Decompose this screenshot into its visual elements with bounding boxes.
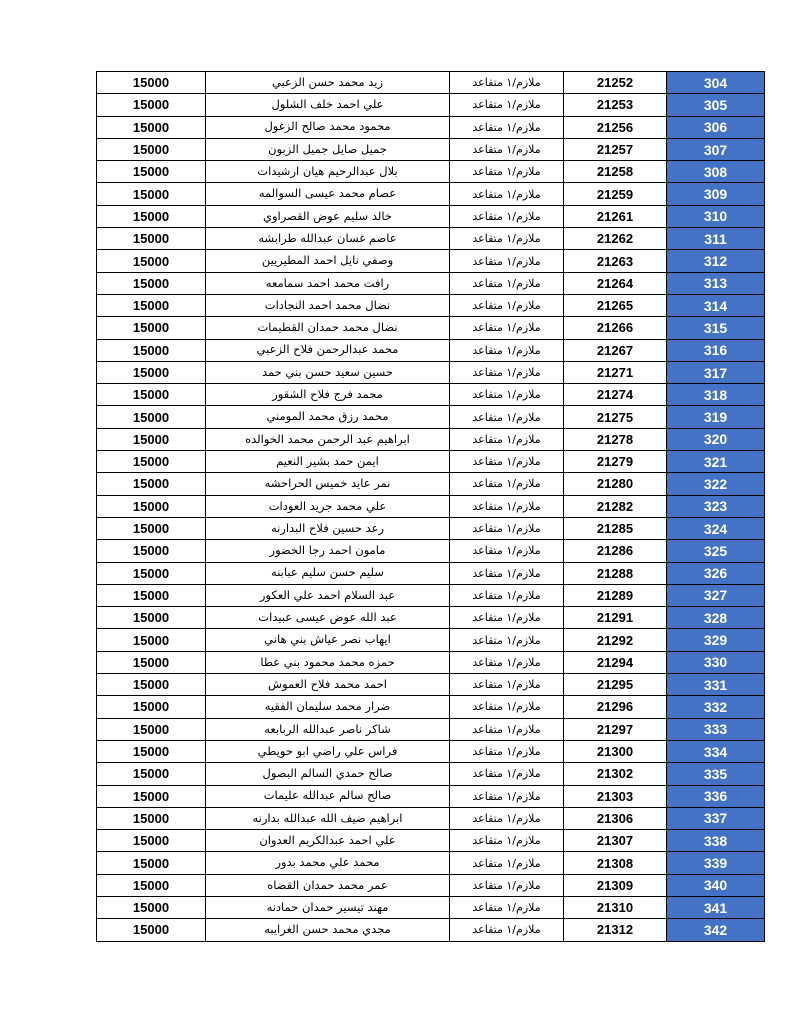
id-number-cell: 21278: [564, 428, 667, 450]
rank-cell: ملازم/١ متقاعد: [450, 874, 564, 896]
rank-cell: ملازم/١ متقاعد: [450, 272, 564, 294]
table-row: [97, 896, 765, 918]
table-row: [97, 406, 765, 428]
amount-cell: 15000: [97, 830, 206, 852]
sequence-number-cell: 308: [667, 161, 765, 183]
sequence-number-cell: 313: [667, 272, 765, 294]
sequence-number-cell: 315: [667, 317, 765, 339]
sequence-number-cell: 337: [667, 807, 765, 829]
amount-cell: 15000: [97, 72, 206, 94]
name-cell: مامون احمد رجا الخضور: [206, 540, 450, 562]
id-number-cell: 21257: [564, 138, 667, 160]
id-number-cell: 21292: [564, 629, 667, 651]
name-cell: حسين سعيد حسن بني حمد: [206, 361, 450, 383]
rank-cell: ملازم/١ متقاعد: [450, 138, 564, 160]
amount-cell: 15000: [97, 294, 206, 316]
table-row: [97, 138, 765, 160]
table-row: [97, 161, 765, 183]
table-row: [97, 451, 765, 473]
sequence-number-cell: 325: [667, 540, 765, 562]
name-cell: عمر محمد حمدان القضاه: [206, 874, 450, 896]
rank-cell: ملازم/١ متقاعد: [450, 607, 564, 629]
amount-cell: 15000: [97, 896, 206, 918]
name-cell: عبد الله عوض عيسى عبيدات: [206, 607, 450, 629]
table-row: [97, 607, 765, 629]
sequence-number-cell: 304: [667, 72, 765, 94]
sequence-number-cell: 314: [667, 294, 765, 316]
id-number-cell: 21259: [564, 183, 667, 205]
table-row: [97, 116, 765, 138]
rank-cell: ملازم/١ متقاعد: [450, 317, 564, 339]
table-row: [97, 540, 765, 562]
rank-cell: ملازم/١ متقاعد: [450, 495, 564, 517]
amount-cell: 15000: [97, 250, 206, 272]
rank-cell: ملازم/١ متقاعد: [450, 830, 564, 852]
amount-cell: 15000: [97, 205, 206, 227]
id-number-cell: 21262: [564, 228, 667, 250]
name-cell: نمر عايد خميس الحراحشه: [206, 473, 450, 495]
amount-cell: 15000: [97, 183, 206, 205]
name-cell: عاصم غسان عبدالله طرابشه: [206, 228, 450, 250]
rank-cell: ملازم/١ متقاعد: [450, 807, 564, 829]
amount-cell: 15000: [97, 584, 206, 606]
name-cell: ضرار محمد سليمان الفقيه: [206, 696, 450, 718]
name-cell: خالد سليم عوض القصراوي: [206, 205, 450, 227]
name-cell: علي احمد عبدالكريم العدوان: [206, 830, 450, 852]
name-cell: صالح حمدي السالم البصول: [206, 763, 450, 785]
rank-cell: ملازم/١ متقاعد: [450, 339, 564, 361]
table-row: [97, 629, 765, 651]
id-number-cell: 21279: [564, 451, 667, 473]
rank-cell: ملازم/١ متقاعد: [450, 584, 564, 606]
name-cell: ايمن حمد بشير النعيم: [206, 451, 450, 473]
sequence-number-cell: 320: [667, 428, 765, 450]
name-cell: رعد حسين فلاح البدارنه: [206, 517, 450, 539]
id-number-cell: 21274: [564, 384, 667, 406]
name-cell: محمد رزق محمد المومني: [206, 406, 450, 428]
table-row: [97, 205, 765, 227]
amount-cell: 15000: [97, 718, 206, 740]
rank-cell: ملازم/١ متقاعد: [450, 540, 564, 562]
rank-cell: ملازم/١ متقاعد: [450, 696, 564, 718]
amount-cell: 15000: [97, 473, 206, 495]
table-row: [97, 562, 765, 584]
sequence-number-cell: 311: [667, 228, 765, 250]
id-number-cell: 21285: [564, 517, 667, 539]
name-cell: رافت محمد احمد سمامعه: [206, 272, 450, 294]
rank-cell: ملازم/١ متقاعد: [450, 384, 564, 406]
table-row: [97, 852, 765, 874]
amount-cell: 15000: [97, 116, 206, 138]
rank-cell: ملازم/١ متقاعد: [450, 116, 564, 138]
id-number-cell: 21308: [564, 852, 667, 874]
table-row: [97, 517, 765, 539]
amount-cell: 15000: [97, 674, 206, 696]
sequence-number-cell: 335: [667, 763, 765, 785]
id-number-cell: 21263: [564, 250, 667, 272]
name-cell: سليم حسن سليم عبابنه: [206, 562, 450, 584]
table-row: [97, 495, 765, 517]
table-row: [97, 339, 765, 361]
amount-cell: 15000: [97, 495, 206, 517]
id-number-cell: 21266: [564, 317, 667, 339]
table-row: [97, 183, 765, 205]
sequence-number-cell: 317: [667, 361, 765, 383]
sequence-number-cell: 305: [667, 94, 765, 116]
amount-cell: 15000: [97, 874, 206, 896]
table-row: [97, 384, 765, 406]
name-cell: جميل صايل جميل الزبون: [206, 138, 450, 160]
id-number-cell: 21265: [564, 294, 667, 316]
table-row: [97, 94, 765, 116]
id-number-cell: 21264: [564, 272, 667, 294]
name-cell: محمد عبدالرحمن فلاح الزعبي: [206, 339, 450, 361]
table-row: [97, 919, 765, 941]
amount-cell: 15000: [97, 740, 206, 762]
name-cell: زيد محمد حسن الزعبي: [206, 72, 450, 94]
id-number-cell: 21275: [564, 406, 667, 428]
id-number-cell: 21312: [564, 919, 667, 941]
amount-cell: 15000: [97, 763, 206, 785]
name-cell: صالح سالم عبدالله عليمات: [206, 785, 450, 807]
name-cell: فراس علي راضي ابو حويطي: [206, 740, 450, 762]
id-number-cell: 21294: [564, 651, 667, 673]
rank-cell: ملازم/١ متقاعد: [450, 294, 564, 316]
rank-cell: ملازم/١ متقاعد: [450, 562, 564, 584]
table-row: [97, 473, 765, 495]
amount-cell: 15000: [97, 428, 206, 450]
amount-cell: 15000: [97, 651, 206, 673]
amount-cell: 15000: [97, 94, 206, 116]
rank-cell: ملازم/١ متقاعد: [450, 852, 564, 874]
rank-cell: ملازم/١ متقاعد: [450, 740, 564, 762]
name-cell: علي محمد جريد العودات: [206, 495, 450, 517]
amount-cell: 15000: [97, 696, 206, 718]
name-cell: حمزه محمد محمود بني عطا: [206, 651, 450, 673]
table-row: [97, 272, 765, 294]
sequence-number-cell: 334: [667, 740, 765, 762]
table-row: [97, 584, 765, 606]
sequence-number-cell: 341: [667, 896, 765, 918]
id-number-cell: 21302: [564, 763, 667, 785]
id-number-cell: 21253: [564, 94, 667, 116]
rank-cell: ملازم/١ متقاعد: [450, 473, 564, 495]
sequence-number-cell: 319: [667, 406, 765, 428]
rank-cell: ملازم/١ متقاعد: [450, 250, 564, 272]
rank-cell: ملازم/١ متقاعد: [450, 517, 564, 539]
sequence-number-cell: 333: [667, 718, 765, 740]
sequence-number-cell: 332: [667, 696, 765, 718]
amount-cell: 15000: [97, 785, 206, 807]
id-number-cell: 21282: [564, 495, 667, 517]
name-cell: ابراهيم ضيف الله عبدالله بدارنه: [206, 807, 450, 829]
table-row: [97, 317, 765, 339]
id-number-cell: 21300: [564, 740, 667, 762]
amount-cell: 15000: [97, 562, 206, 584]
sequence-number-cell: 321: [667, 451, 765, 473]
name-cell: وصفي نايل احمد المطيريين: [206, 250, 450, 272]
amount-cell: 15000: [97, 384, 206, 406]
name-cell: نضال محمد احمد النجادات: [206, 294, 450, 316]
sequence-number-cell: 338: [667, 830, 765, 852]
amount-cell: 15000: [97, 161, 206, 183]
id-number-cell: 21267: [564, 339, 667, 361]
table-row: [97, 874, 765, 896]
amount-cell: 15000: [97, 272, 206, 294]
sequence-number-cell: 323: [667, 495, 765, 517]
table-row: [97, 294, 765, 316]
id-number-cell: 21309: [564, 874, 667, 896]
amount-cell: 15000: [97, 807, 206, 829]
name-cell: شاكر ناصر عبدالله الربابعه: [206, 718, 450, 740]
sequence-number-cell: 330: [667, 651, 765, 673]
table-row: [97, 361, 765, 383]
name-cell: علي احمد خلف الشلول: [206, 94, 450, 116]
id-number-cell: 21297: [564, 718, 667, 740]
name-cell: مجدي محمد حسن الغرايبه: [206, 919, 450, 941]
rank-cell: ملازم/١ متقاعد: [450, 406, 564, 428]
sequence-number-cell: 336: [667, 785, 765, 807]
sequence-number-cell: 306: [667, 116, 765, 138]
table-row: [97, 250, 765, 272]
id-number-cell: 21303: [564, 785, 667, 807]
id-number-cell: 21291: [564, 607, 667, 629]
table-row: [97, 228, 765, 250]
name-cell: محمد فرج فلاح الشقور: [206, 384, 450, 406]
rank-cell: ملازم/١ متقاعد: [450, 919, 564, 941]
table-row: [97, 651, 765, 673]
amount-cell: 15000: [97, 339, 206, 361]
rank-cell: ملازم/١ متقاعد: [450, 72, 564, 94]
sequence-number-cell: 328: [667, 607, 765, 629]
rank-cell: ملازم/١ متقاعد: [450, 451, 564, 473]
sequence-number-cell: 310: [667, 205, 765, 227]
sequence-number-cell: 322: [667, 473, 765, 495]
sequence-number-cell: 312: [667, 250, 765, 272]
table-row: [97, 785, 765, 807]
sequence-number-cell: 342: [667, 919, 765, 941]
id-number-cell: 21271: [564, 361, 667, 383]
table-row: [97, 763, 765, 785]
rank-cell: ملازم/١ متقاعد: [450, 674, 564, 696]
id-number-cell: 21288: [564, 562, 667, 584]
name-cell: نضال محمد حمدان القطيمات: [206, 317, 450, 339]
table-row: [97, 428, 765, 450]
sequence-number-cell: 309: [667, 183, 765, 205]
rank-cell: ملازم/١ متقاعد: [450, 94, 564, 116]
table-row: [97, 674, 765, 696]
amount-cell: 15000: [97, 540, 206, 562]
name-cell: احمد محمد فلاح العموش: [206, 674, 450, 696]
name-cell: ايهاب نصر عياش بني هاني: [206, 629, 450, 651]
rank-cell: ملازم/١ متقاعد: [450, 763, 564, 785]
rank-cell: ملازم/١ متقاعد: [450, 785, 564, 807]
amount-cell: 15000: [97, 406, 206, 428]
sequence-number-cell: 318: [667, 384, 765, 406]
rank-cell: ملازم/١ متقاعد: [450, 183, 564, 205]
table-row: [97, 718, 765, 740]
id-number-cell: 21295: [564, 674, 667, 696]
rank-cell: ملازم/١ متقاعد: [450, 228, 564, 250]
name-cell: بلال عبدالرحيم هيان ارشيدات: [206, 161, 450, 183]
id-number-cell: 21280: [564, 473, 667, 495]
table-row: [97, 830, 765, 852]
table-body: [97, 72, 765, 942]
amount-cell: 15000: [97, 629, 206, 651]
sequence-number-cell: 326: [667, 562, 765, 584]
id-number-cell: 21296: [564, 696, 667, 718]
amount-cell: 15000: [97, 451, 206, 473]
name-cell: محمود محمد صالح الزغول: [206, 116, 450, 138]
name-cell: ابراهيم عبد الرحمن محمد الخوالده: [206, 428, 450, 450]
amount-cell: 15000: [97, 317, 206, 339]
sequence-number-cell: 327: [667, 584, 765, 606]
amount-cell: 15000: [97, 138, 206, 160]
id-number-cell: 21306: [564, 807, 667, 829]
name-cell: محمد علي محمد بدور: [206, 852, 450, 874]
name-cell: عصام محمد عيسى السوالمه: [206, 183, 450, 205]
rank-cell: ملازم/١ متقاعد: [450, 718, 564, 740]
sequence-number-cell: 324: [667, 517, 765, 539]
amount-cell: 15000: [97, 228, 206, 250]
amount-cell: 15000: [97, 607, 206, 629]
id-number-cell: 21307: [564, 830, 667, 852]
amount-cell: 15000: [97, 919, 206, 941]
sequence-number-cell: 329: [667, 629, 765, 651]
name-cell: مهند تيسير حمدان حمادنه: [206, 896, 450, 918]
rank-cell: ملازم/١ متقاعد: [450, 896, 564, 918]
amount-cell: 15000: [97, 517, 206, 539]
rank-cell: ملازم/١ متقاعد: [450, 428, 564, 450]
table-row: [97, 740, 765, 762]
sequence-number-cell: 340: [667, 874, 765, 896]
rank-cell: ملازم/١ متقاعد: [450, 629, 564, 651]
id-number-cell: 21310: [564, 896, 667, 918]
payment-list-table: [96, 71, 765, 942]
id-number-cell: 21252: [564, 72, 667, 94]
sequence-number-cell: 339: [667, 852, 765, 874]
table-row: [97, 807, 765, 829]
id-number-cell: 21258: [564, 161, 667, 183]
rank-cell: ملازم/١ متقاعد: [450, 205, 564, 227]
sequence-number-cell: 307: [667, 138, 765, 160]
rank-cell: ملازم/١ متقاعد: [450, 161, 564, 183]
table-row: [97, 72, 765, 94]
id-number-cell: 21286: [564, 540, 667, 562]
amount-cell: 15000: [97, 361, 206, 383]
id-number-cell: 21261: [564, 205, 667, 227]
rank-cell: ملازم/١ متقاعد: [450, 651, 564, 673]
sequence-number-cell: 331: [667, 674, 765, 696]
name-cell: عبد السلام احمد علي العكور: [206, 584, 450, 606]
id-number-cell: 21256: [564, 116, 667, 138]
id-number-cell: 21289: [564, 584, 667, 606]
rank-cell: ملازم/١ متقاعد: [450, 361, 564, 383]
amount-cell: 15000: [97, 852, 206, 874]
table-row: [97, 696, 765, 718]
sequence-number-cell: 316: [667, 339, 765, 361]
